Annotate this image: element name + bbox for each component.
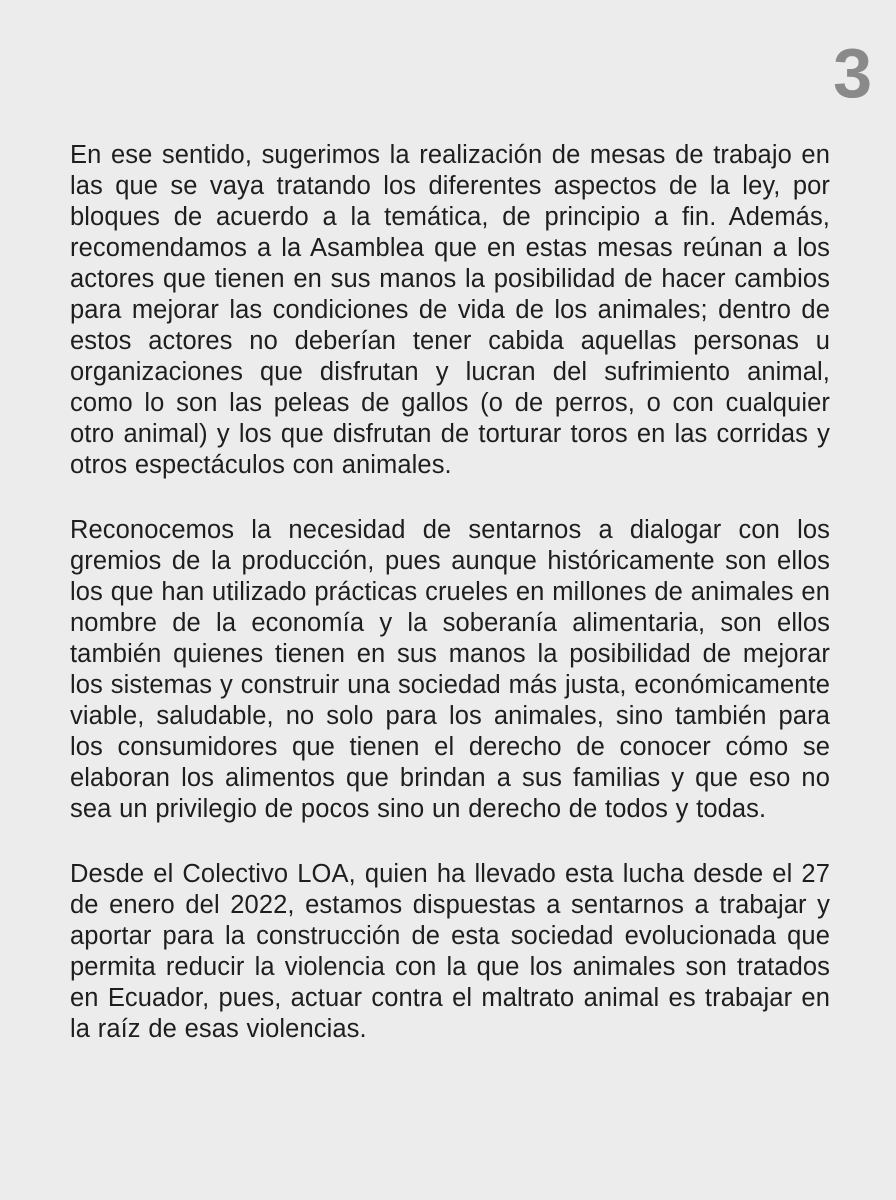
paragraph-3: Desde el Colectivo LOA, quien ha llevado esta lucha desde el 27 de enero del 2022, estamos dispuestas a sentarnos a trabajar y aportar para la construcción de esta sociedad evolucionada que permita reducir la violencia con la que los animales son tratados en Ecuador, pues, actuar contra el maltrato animal es trabajar en la raíz de esas violencias. bbox=[70, 860, 830, 1043]
paragraph-1: En ese sentido, sugerimos la realización de mesas de trabajo en las que se vaya tratando los diferentes aspectos de la ley, por bloques de acuerdo a la temática, de principio a fin. Además, recomendamos a la Asamblea que en estas mesas reúnan a los actores que tienen en sus manos la posibilidad de hacer cambios para mejorar las condiciones de vida de los animales; dentro de estos actores no deberían tener cabida aquellas personas u organizaciones que disfrutan y lucran del sufrimiento animal, como lo son las peleas de gallos (o de perros, o con cualquier otro animal) y los que disfrutan de torturar toros en las corridas y otros espectáculos con animales. bbox=[70, 141, 830, 479]
paragraph-2: Reconocemos la necesidad de sentarnos a dialogar con los gremios de la producción, pues aunque históricamente son ellos los que han utilizado prácticas crueles en millones de animales en nombre de la economía y la soberanía alimentaria, son ellos también quienes tienen en sus manos la posibilidad de mejorar los sistemas y construir una sociedad más justa, económicamente viable, saludable, no solo para los animales, sino también para los consumidores que tienen el derecho de conocer cómo se elaboran los alimentos que brindan a sus familias y que eso no sea un privilegio de pocos sino un derecho de todos y todas. bbox=[70, 516, 830, 823]
page-number: 3 bbox=[833, 34, 872, 112]
body-text bbox=[70, 140, 830, 1079]
